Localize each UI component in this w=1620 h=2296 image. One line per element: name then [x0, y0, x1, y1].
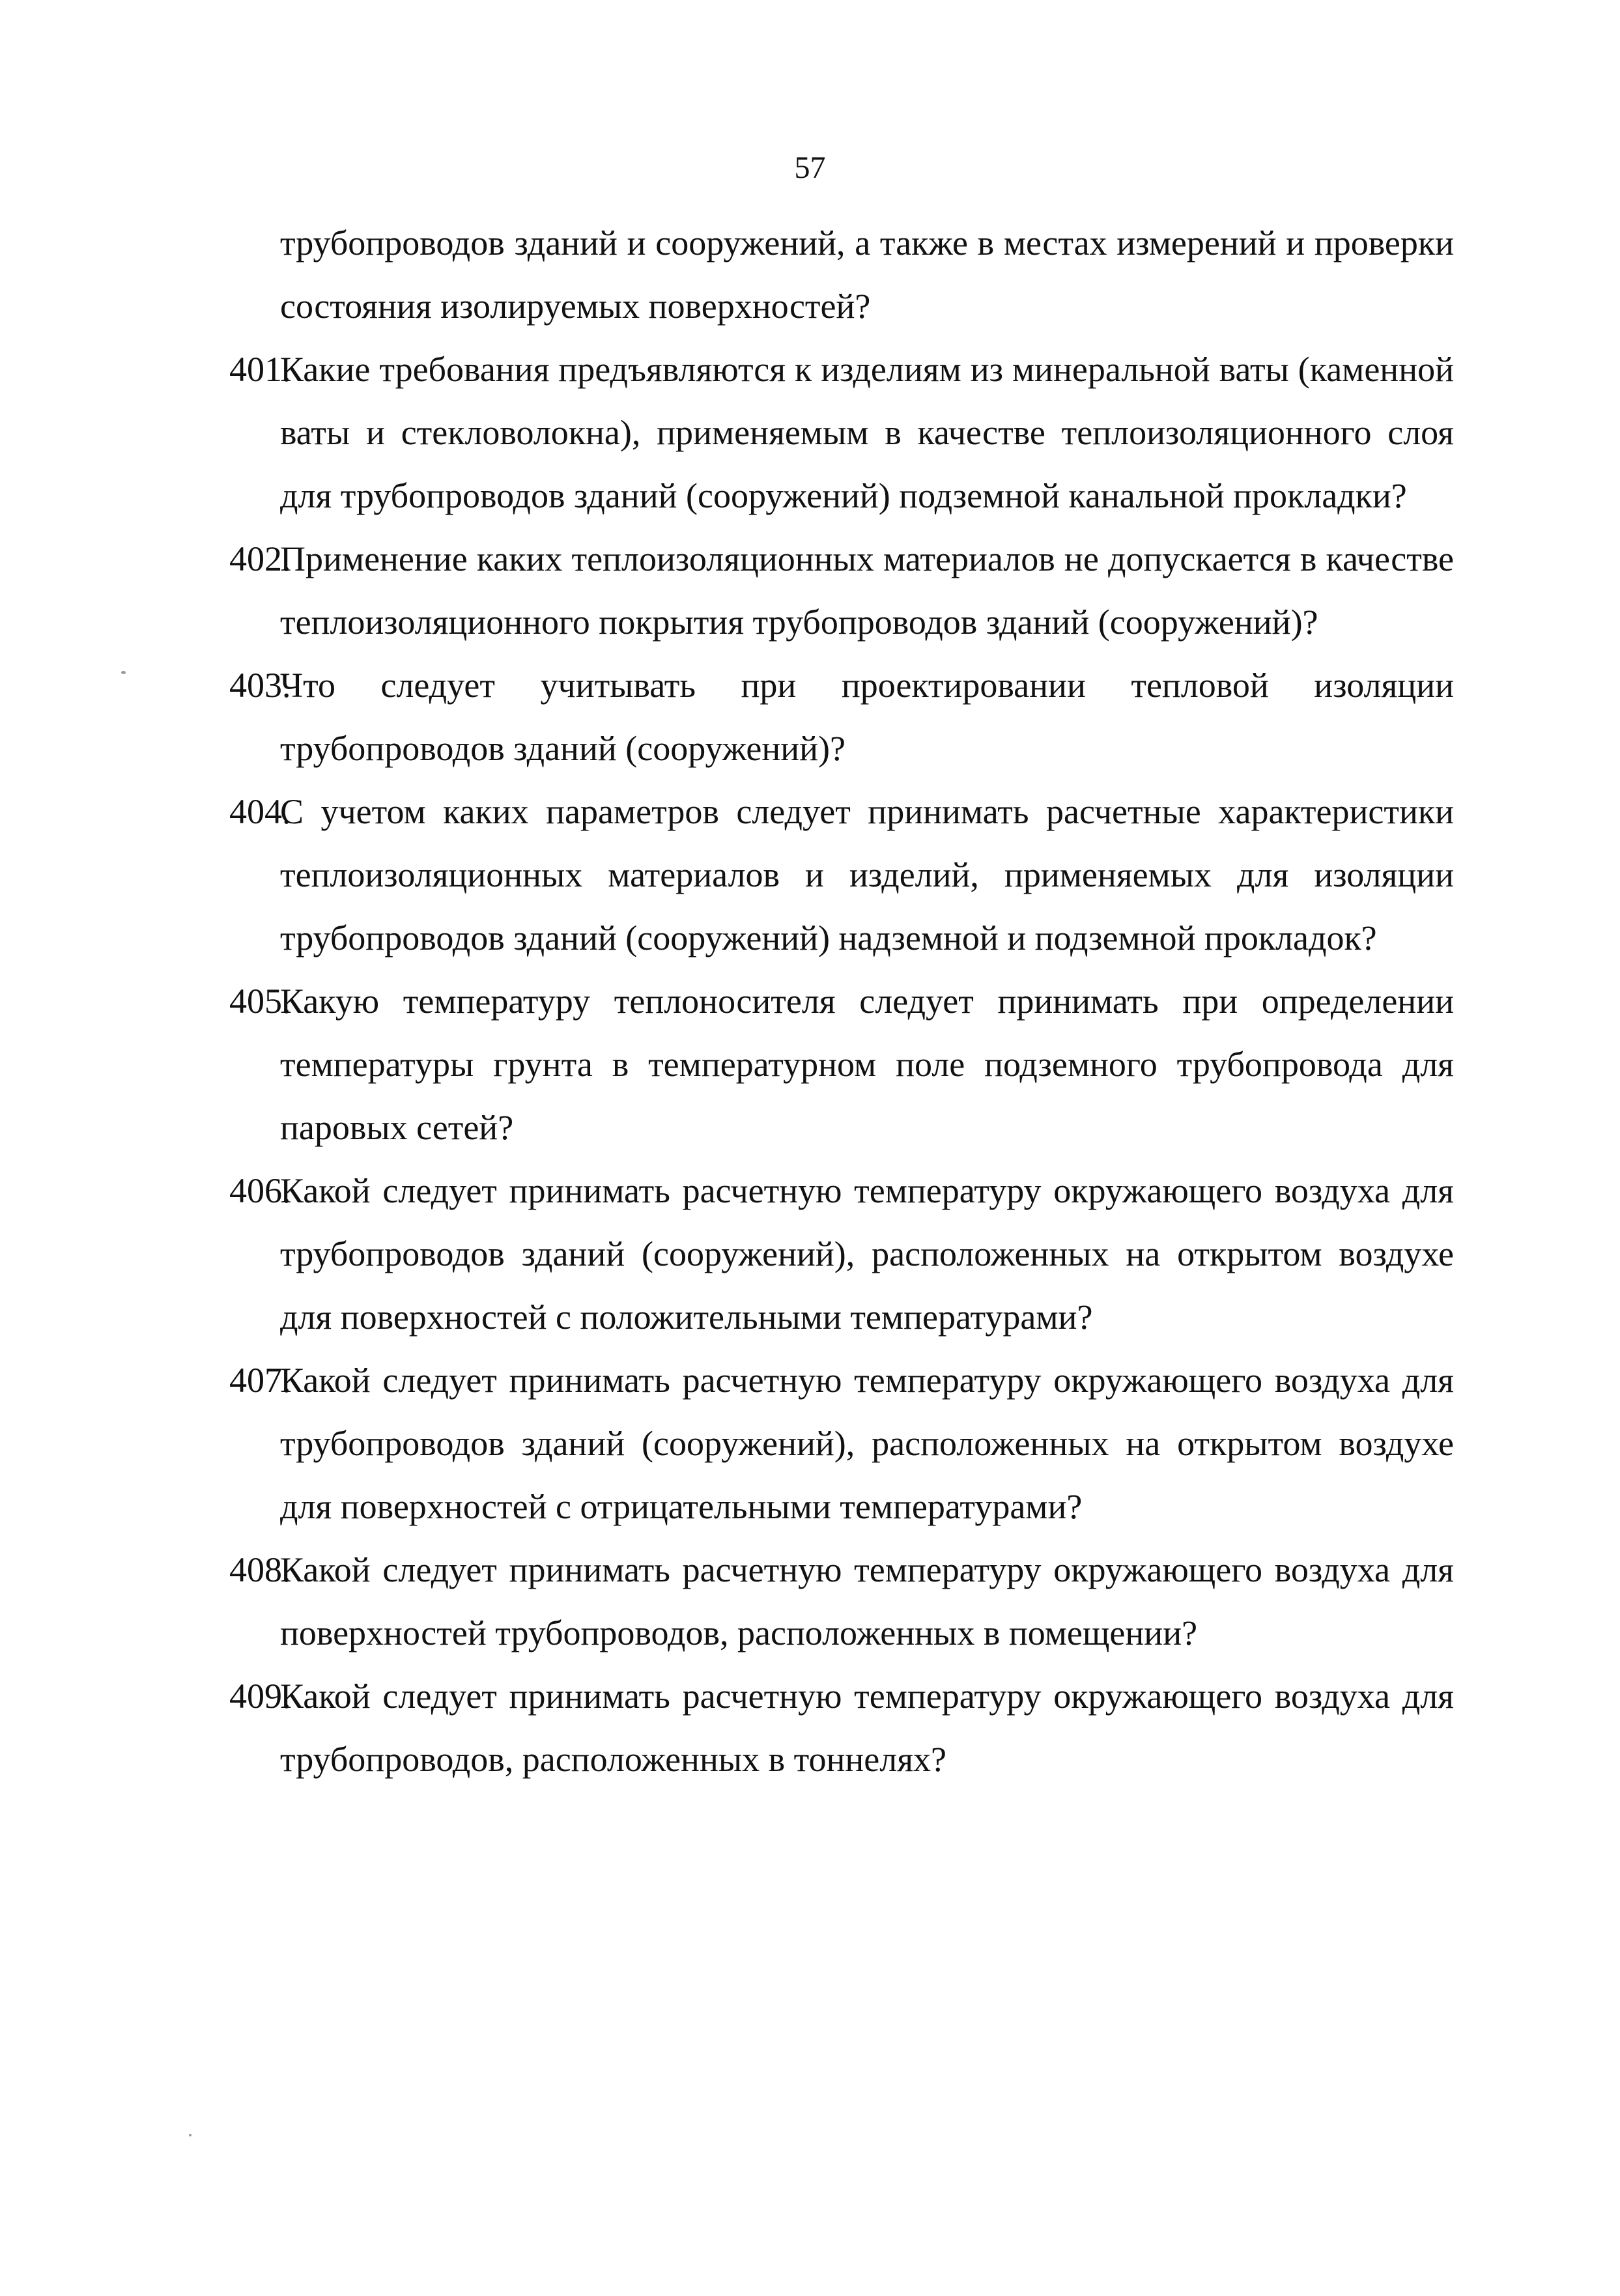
question-403 [229, 654, 1454, 780]
question-number: 407. [229, 1361, 291, 1400]
question-402 [229, 528, 1454, 654]
continued-question-text: трубопроводов зданий и сооружений, а также в местах измерений и проверки состояния изолируемых поверхностей? [280, 223, 1454, 326]
page-number: 57 [794, 150, 826, 185]
question-text: Какой следует принимать расчетную температуру окружающего воздуха для трубопроводов, расположенных в тоннелях? [280, 1677, 1454, 1779]
question-list [229, 212, 1454, 1791]
question-401 [229, 338, 1454, 528]
question-text: Какой следует принимать расчетную температуру окружающего воздуха для трубопроводов зданий (сооружений), расположенных на открытом воздухе для поверхностей с положительными температурами? [280, 1171, 1454, 1337]
question-text: Какие требования предъявляются к изделиям из минеральной ваты (каменной ваты и стекловолокна), применяемым в качестве теплоизоляционного слоя для трубопроводов зданий (сооружений) подземной канальной прокладки? [280, 350, 1454, 515]
scan-speck [189, 2134, 192, 2136]
question-text: Что следует учитывать при проектировании тепловой изоляции трубопроводов зданий (сооружений)? [280, 666, 1454, 768]
question-406 [229, 1159, 1454, 1349]
question-text: Какой следует принимать расчетную температуру окружающего воздуха для поверхностей трубопроводов, расположенных в помещении? [280, 1550, 1454, 1652]
question-number: 401. [229, 350, 291, 389]
question-text: Применение каких теплоизоляционных материалов не допускается в качестве теплоизоляционного покрытия трубопроводов зданий (сооружений)? [280, 539, 1454, 642]
question-number: 406. [229, 1171, 291, 1210]
question-404 [229, 780, 1454, 970]
scan-speck [121, 671, 126, 674]
question-407 [229, 1349, 1454, 1538]
question-text: С учетом каких параметров следует принимать расчетные характеристики теплоизоляционных материалов и изделий, применяемых для изоляции трубопроводов зданий (сооружений) надземной и подземной прокладок? [280, 792, 1454, 957]
question-409 [229, 1665, 1454, 1791]
question-text: Какую температуру теплоносителя следует принимать при определении температуры грунта в температурном поле подземного трубопровода для паровых сетей? [280, 982, 1454, 1147]
question-number: 403. [229, 666, 291, 705]
question-405 [229, 970, 1454, 1159]
question-number: 405. [229, 982, 291, 1021]
question-408 [229, 1538, 1454, 1665]
question-number: 408. [229, 1550, 291, 1589]
question-text: Какой следует принимать расчетную температуру окружающего воздуха для трубопроводов зданий (сооружений), расположенных на открытом воздухе для поверхностей с отрицательными температурами? [280, 1361, 1454, 1526]
question-number: 404. [229, 792, 291, 831]
question-number: 409. [229, 1677, 291, 1716]
question-number: 402. [229, 539, 291, 578]
